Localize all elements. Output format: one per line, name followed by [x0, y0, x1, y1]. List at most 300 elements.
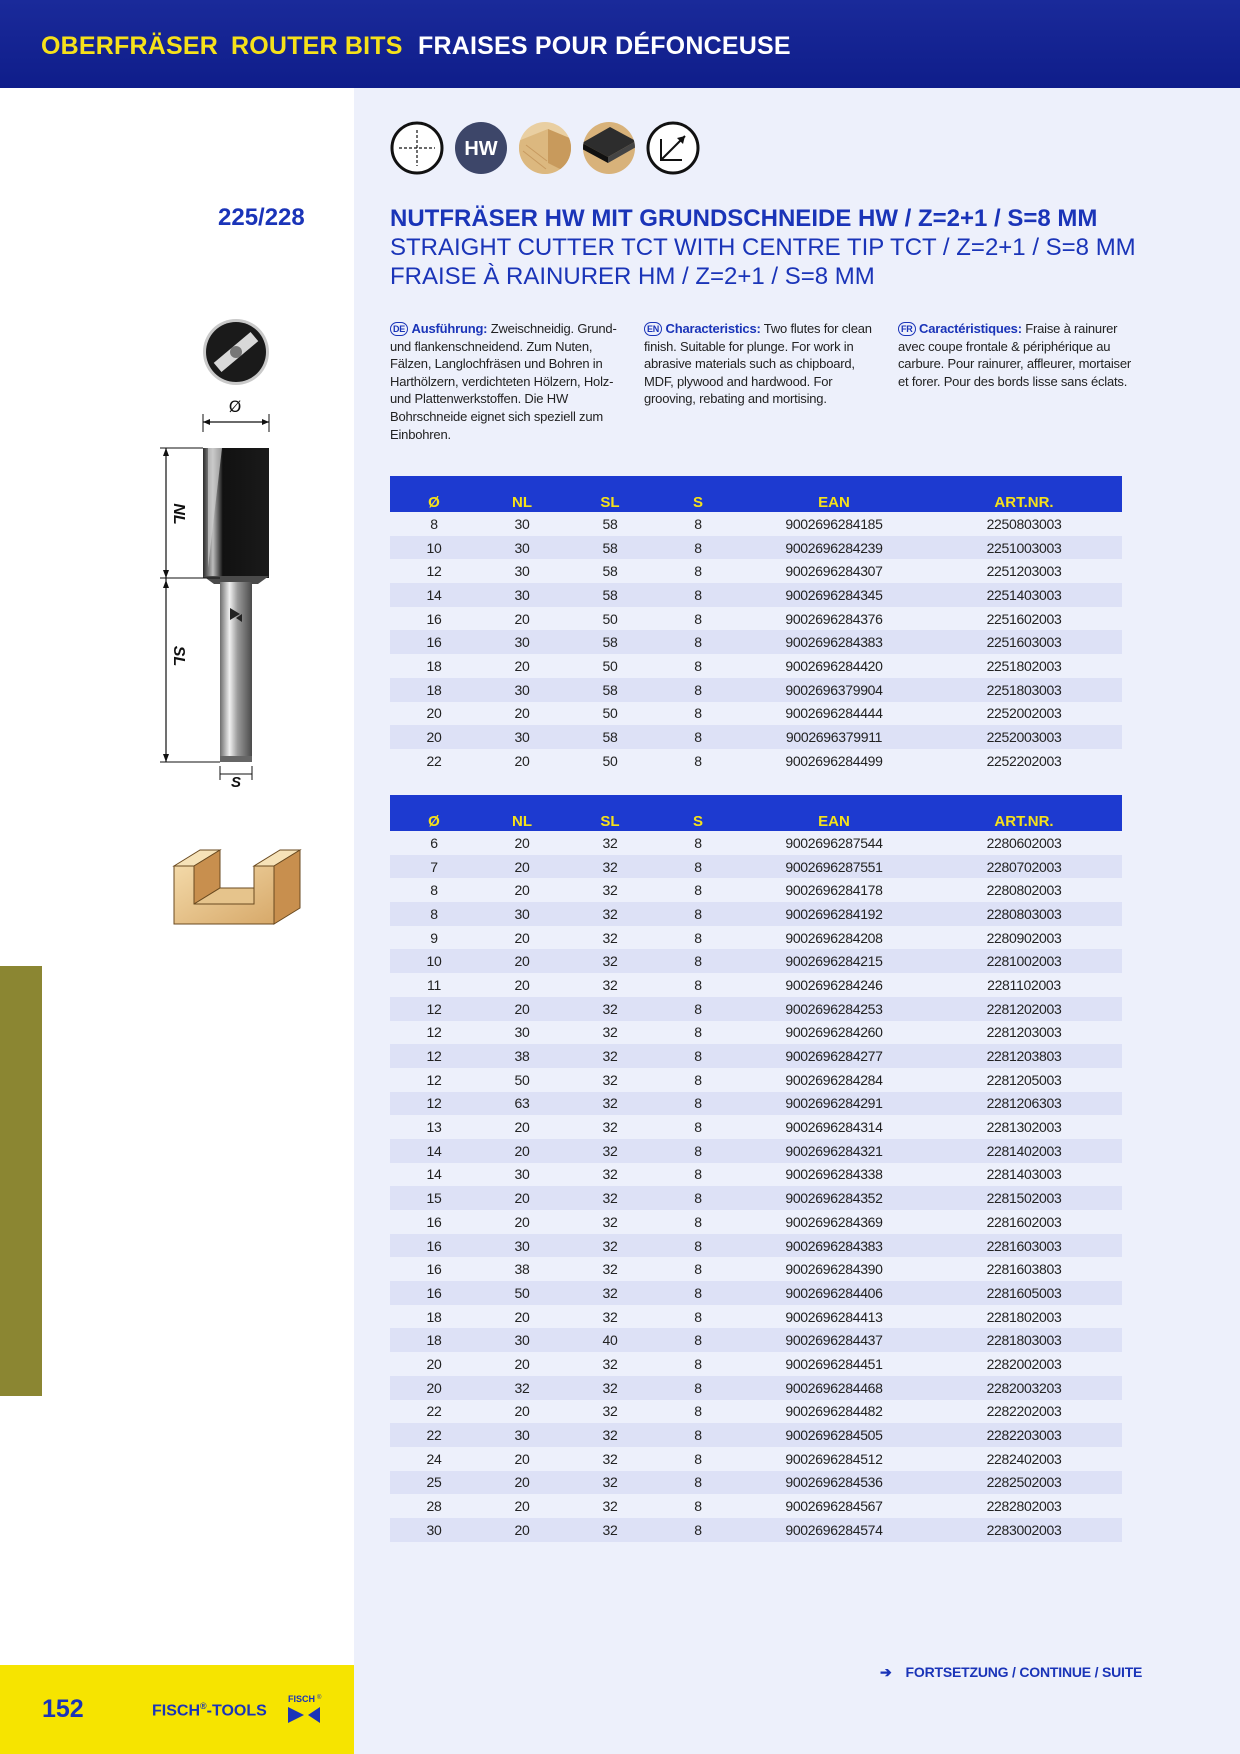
cell-s: 8	[654, 1210, 742, 1234]
table-row	[390, 1471, 1122, 1495]
description-en-label: Characteristics:	[665, 321, 761, 336]
cell-sl: 50	[566, 702, 654, 726]
cell-s: 8	[654, 878, 742, 902]
sl-label: SL	[170, 645, 187, 667]
cell-s: 8	[654, 512, 742, 536]
cell-artnr: 2282003203	[926, 1376, 1122, 1400]
cell-sl: 32	[566, 1044, 654, 1068]
cell-s: 8	[654, 949, 742, 973]
cell-sl: 32	[566, 1305, 654, 1329]
cell-artnr: 2251403003	[926, 583, 1122, 607]
cell-nl: 50	[478, 1281, 566, 1305]
cell-sl: 32	[566, 1447, 654, 1471]
cell-diameter: 12	[390, 1068, 478, 1092]
cell-sl: 32	[566, 878, 654, 902]
cell-ean: 9002696284277	[742, 1044, 926, 1068]
cell-s: 8	[654, 1115, 742, 1139]
cell-diameter: 24	[390, 1447, 478, 1471]
cell-sl: 32	[566, 1210, 654, 1234]
cell-sl: 32	[566, 973, 654, 997]
cell-artnr: 2251603003	[926, 630, 1122, 654]
cell-nl: 20	[478, 997, 566, 1021]
cell-artnr: 2282202003	[926, 1400, 1122, 1424]
cell-diameter: 12	[390, 559, 478, 583]
cell-sl: 58	[566, 630, 654, 654]
cell-sl: 32	[566, 1115, 654, 1139]
cell-ean: 9002696284413	[742, 1305, 926, 1329]
table-row	[390, 1423, 1122, 1447]
cell-ean: 9002696284284	[742, 1068, 926, 1092]
cell-s: 8	[654, 1494, 742, 1518]
page-footer	[0, 1665, 354, 1754]
cell-s: 8	[654, 1376, 742, 1400]
cell-diameter: 12	[390, 1092, 478, 1116]
cell-nl: 20	[478, 702, 566, 726]
cell-ean: 9002696284321	[742, 1139, 926, 1163]
header-title-de: OBERFRÄSER	[41, 32, 219, 60]
cell-ean: 9002696284291	[742, 1092, 926, 1116]
cell-diameter: 20	[390, 1376, 478, 1400]
table-row	[390, 1518, 1122, 1542]
table-row	[390, 1494, 1122, 1518]
col-nl: NL	[478, 476, 566, 512]
table-header-row	[390, 795, 1122, 831]
cell-diameter: 28	[390, 1494, 478, 1518]
brand-text: FISCH	[152, 1702, 200, 1720]
cell-diameter: 14	[390, 583, 478, 607]
cell-diameter: 18	[390, 654, 478, 678]
table-row	[390, 902, 1122, 926]
table-row	[390, 1234, 1122, 1258]
cutter-top-view	[203, 319, 269, 385]
logo-text: FISCH	[288, 1694, 315, 1704]
table-row	[390, 1328, 1122, 1352]
cell-ean: 9002696284208	[742, 926, 926, 950]
cell-sl: 32	[566, 1092, 654, 1116]
table-row	[390, 926, 1122, 950]
cell-ean: 9002696284178	[742, 878, 926, 902]
table-header-row	[390, 476, 1122, 512]
cell-nl: 63	[478, 1092, 566, 1116]
cell-diameter: 8	[390, 878, 478, 902]
description-de-text: Zweischneidig. Grund- und flankenschneidend. Zum Nuten, Fälzen, Langlochfräsen und Bohren in Harthölzern, verdichteten Hölzern, Holz- und Plattenwerkstoffen. Die HW Bohrschneide eignet sich speziell zum Einbohren.	[390, 321, 617, 442]
cell-artnr: 2281502003	[926, 1186, 1122, 1210]
cell-sl: 32	[566, 949, 654, 973]
cell-diameter: 20	[390, 725, 478, 749]
cell-artnr: 2281206303	[926, 1092, 1122, 1116]
cell-sl: 58	[566, 678, 654, 702]
cell-nl: 20	[478, 1494, 566, 1518]
cell-ean: 9002696284437	[742, 1328, 926, 1352]
brand-suffix: -TOOLS	[206, 1702, 267, 1720]
cell-artnr: 2251802003	[926, 654, 1122, 678]
cell-diameter: 16	[390, 607, 478, 631]
crosshair-icon	[390, 121, 444, 175]
cell-artnr: 2250803003	[926, 512, 1122, 536]
cell-nl: 30	[478, 559, 566, 583]
cell-s: 8	[654, 973, 742, 997]
header-title-fr: FRAISES POUR DÉFONCEUSE	[418, 32, 791, 60]
cut-direction-icon	[646, 121, 700, 175]
cell-diameter: 25	[390, 1471, 478, 1495]
article-number: 225/228	[218, 204, 305, 231]
table-row	[390, 1257, 1122, 1281]
cell-ean: 9002696284383	[742, 630, 926, 654]
cell-diameter: 22	[390, 749, 478, 773]
cell-ean: 9002696284376	[742, 607, 926, 631]
cell-ean: 9002696284390	[742, 1257, 926, 1281]
continuation-text: FORTSETZUNG / CONTINUE / SUITE	[905, 1664, 1143, 1680]
table-row	[390, 1447, 1122, 1471]
cell-s: 8	[654, 1163, 742, 1187]
cell-sl: 32	[566, 1471, 654, 1495]
table-row	[390, 607, 1122, 631]
cell-s: 8	[654, 1352, 742, 1376]
cell-ean: 9002696284253	[742, 997, 926, 1021]
table-row	[390, 1186, 1122, 1210]
cell-artnr: 2281402003	[926, 1139, 1122, 1163]
cell-ean: 9002696284185	[742, 512, 926, 536]
cell-ean: 9002696284338	[742, 1163, 926, 1187]
cell-nl: 30	[478, 536, 566, 560]
table-row	[390, 1400, 1122, 1424]
cell-nl: 20	[478, 1400, 566, 1424]
cell-artnr: 2281203003	[926, 1021, 1122, 1045]
cell-ean: 9002696284352	[742, 1186, 926, 1210]
cell-sl: 32	[566, 1021, 654, 1045]
cell-artnr: 2280803003	[926, 902, 1122, 926]
cell-sl: 32	[566, 1376, 654, 1400]
cell-artnr: 2251803003	[926, 678, 1122, 702]
cell-diameter: 18	[390, 678, 478, 702]
cutter-drawing	[150, 318, 290, 788]
cell-artnr: 2281602003	[926, 1210, 1122, 1234]
cell-sl: 58	[566, 583, 654, 607]
cell-s: 8	[654, 831, 742, 855]
table-row	[390, 949, 1122, 973]
cell-artnr: 2282502003	[926, 1471, 1122, 1495]
cell-nl: 30	[478, 1328, 566, 1352]
cell-artnr: 2281202003	[926, 997, 1122, 1021]
cell-nl: 20	[478, 855, 566, 879]
description-en-text: Two flutes for clean finish. Suitable for plunge. For work in abrasive materials such as chipboard, MDF, plywood and hardwood. For grooving, rebating and mortising.	[644, 321, 872, 407]
cell-nl: 20	[478, 607, 566, 631]
cell-nl: 20	[478, 949, 566, 973]
cell-diameter: 16	[390, 1210, 478, 1234]
cell-sl: 50	[566, 607, 654, 631]
cell-nl: 30	[478, 678, 566, 702]
cell-diameter: 20	[390, 1352, 478, 1376]
table-row	[390, 1210, 1122, 1234]
table-row	[390, 1044, 1122, 1068]
cell-diameter: 30	[390, 1518, 478, 1542]
cell-artnr: 2282402003	[926, 1447, 1122, 1471]
continuation-link[interactable]	[880, 1664, 1142, 1681]
cell-artnr: 2281205003	[926, 1068, 1122, 1092]
cell-nl: 30	[478, 725, 566, 749]
cell-s: 8	[654, 1305, 742, 1329]
cell-ean: 9002696284444	[742, 702, 926, 726]
cell-s: 8	[654, 559, 742, 583]
cell-s: 8	[654, 1257, 742, 1281]
cell-diameter: 10	[390, 949, 478, 973]
cell-sl: 32	[566, 926, 654, 950]
cell-diameter: 20	[390, 702, 478, 726]
cell-nl: 30	[478, 512, 566, 536]
title-en: STRAIGHT CUTTER TCT WITH CENTRE TIP TCT / Z=2+1 / S=8 MM	[390, 234, 1136, 261]
table-row	[390, 630, 1122, 654]
col-sl: SL	[566, 476, 654, 512]
cell-sl: 32	[566, 1068, 654, 1092]
product-table-225	[390, 476, 1122, 773]
cell-artnr: 2281302003	[926, 1115, 1122, 1139]
table-row	[390, 855, 1122, 879]
cell-ean: 9002696284482	[742, 1400, 926, 1424]
cell-diameter: 18	[390, 1328, 478, 1352]
cell-s: 8	[654, 855, 742, 879]
chapter-tab	[0, 966, 42, 1396]
table-row	[390, 559, 1122, 583]
diameter-label: Ø	[228, 397, 242, 416]
cell-artnr: 2281802003	[926, 1305, 1122, 1329]
cell-artnr: 2281203803	[926, 1044, 1122, 1068]
cell-nl: 20	[478, 1210, 566, 1234]
table-row	[390, 997, 1122, 1021]
cell-s: 8	[654, 902, 742, 926]
cell-nl: 20	[478, 1471, 566, 1495]
cell-s: 8	[654, 1328, 742, 1352]
cell-diameter: 16	[390, 630, 478, 654]
cell-sl: 32	[566, 1518, 654, 1542]
cell-diameter: 14	[390, 1163, 478, 1187]
col-sl: SL	[566, 795, 654, 831]
cell-ean: 9002696284536	[742, 1471, 926, 1495]
cell-ean: 9002696284420	[742, 654, 926, 678]
cell-artnr: 2280802003	[926, 878, 1122, 902]
cell-sl: 32	[566, 1423, 654, 1447]
cell-sl: 32	[566, 1139, 654, 1163]
cell-sl: 50	[566, 654, 654, 678]
table-row	[390, 1352, 1122, 1376]
cell-s: 8	[654, 702, 742, 726]
cell-sl: 32	[566, 997, 654, 1021]
cell-diameter: 13	[390, 1115, 478, 1139]
table-row	[390, 1139, 1122, 1163]
cell-sl: 58	[566, 536, 654, 560]
cutter-shank	[220, 582, 252, 762]
cell-nl: 30	[478, 1021, 566, 1045]
description-fr-label: Caractéristiques:	[919, 321, 1022, 336]
cell-sl: 32	[566, 1400, 654, 1424]
cell-sl: 32	[566, 1257, 654, 1281]
cell-artnr: 2281603003	[926, 1234, 1122, 1258]
cell-artnr: 2281803003	[926, 1328, 1122, 1352]
cell-s: 8	[654, 749, 742, 773]
cell-artnr: 2282002003	[926, 1352, 1122, 1376]
cell-s: 8	[654, 1186, 742, 1210]
cell-artnr: 2251203003	[926, 559, 1122, 583]
cell-ean: 9002696284307	[742, 559, 926, 583]
col-diameter: Ø	[390, 795, 478, 831]
cell-ean: 9002696284345	[742, 583, 926, 607]
cell-diameter: 22	[390, 1423, 478, 1447]
cell-nl: 20	[478, 973, 566, 997]
cell-artnr: 2282802003	[926, 1494, 1122, 1518]
lang-badge-en: EN	[644, 322, 662, 336]
cell-diameter: 18	[390, 1305, 478, 1329]
cell-diameter: 8	[390, 512, 478, 536]
table-row	[390, 654, 1122, 678]
cell-sl: 32	[566, 1494, 654, 1518]
groove-profile-icon	[170, 848, 304, 926]
s-label: S	[230, 774, 242, 788]
table-row	[390, 1281, 1122, 1305]
cell-diameter: 16	[390, 1281, 478, 1305]
table-row	[390, 583, 1122, 607]
cell-nl: 30	[478, 1234, 566, 1258]
hw-icon	[454, 121, 508, 175]
cell-nl: 20	[478, 1186, 566, 1210]
brand-name	[152, 1701, 267, 1720]
table-row	[390, 1115, 1122, 1139]
cell-artnr: 2281403003	[926, 1163, 1122, 1187]
cell-ean: 9002696284246	[742, 973, 926, 997]
col-ean: EAN	[742, 476, 926, 512]
logo-registered-mark: ®	[317, 1695, 322, 1701]
cell-sl: 58	[566, 512, 654, 536]
cell-diameter: 10	[390, 536, 478, 560]
cell-artnr: 2281603803	[926, 1257, 1122, 1281]
table-row	[390, 831, 1122, 855]
cell-sl: 32	[566, 831, 654, 855]
cell-nl: 20	[478, 831, 566, 855]
table-row	[390, 1068, 1122, 1092]
cell-s: 8	[654, 926, 742, 950]
cell-s: 8	[654, 725, 742, 749]
cell-nl: 20	[478, 926, 566, 950]
table-row	[390, 678, 1122, 702]
arrow-right-icon: ➔	[880, 1664, 892, 1680]
cell-ean: 9002696287551	[742, 855, 926, 879]
cell-diameter: 16	[390, 1257, 478, 1281]
description-de	[390, 320, 630, 443]
col-nl: NL	[478, 795, 566, 831]
cell-artnr: 2280602003	[926, 831, 1122, 855]
cell-diameter: 8	[390, 902, 478, 926]
col-artnr: ART.NR.	[926, 795, 1122, 831]
cell-nl: 30	[478, 630, 566, 654]
cell-sl: 58	[566, 559, 654, 583]
nl-label: NL	[170, 503, 187, 525]
cell-artnr: 2283002003	[926, 1518, 1122, 1542]
description-de-label: Ausführung:	[411, 321, 488, 336]
cell-artnr: 2281002003	[926, 949, 1122, 973]
lang-badge-fr: FR	[898, 322, 916, 336]
cell-ean: 9002696284451	[742, 1352, 926, 1376]
cell-s: 8	[654, 1518, 742, 1542]
table-row	[390, 1092, 1122, 1116]
cell-ean: 9002696284406	[742, 1281, 926, 1305]
table-row	[390, 878, 1122, 902]
col-artnr: ART.NR.	[926, 476, 1122, 512]
cell-diameter: 22	[390, 1400, 478, 1424]
cell-s: 8	[654, 654, 742, 678]
cell-sl: 32	[566, 1186, 654, 1210]
cell-s: 8	[654, 607, 742, 631]
cell-ean: 9002696284260	[742, 1021, 926, 1045]
col-s: S	[654, 476, 742, 512]
cell-sl: 32	[566, 1163, 654, 1187]
cell-ean: 9002696379904	[742, 678, 926, 702]
cell-ean: 9002696284499	[742, 749, 926, 773]
table-row	[390, 702, 1122, 726]
product-titles	[390, 204, 1136, 291]
wood-icon	[518, 121, 572, 175]
cell-artnr: 2281605003	[926, 1281, 1122, 1305]
cell-s: 8	[654, 1234, 742, 1258]
cell-sl: 58	[566, 725, 654, 749]
col-ean: EAN	[742, 795, 926, 831]
cell-ean: 9002696284383	[742, 1234, 926, 1258]
cell-s: 8	[654, 1139, 742, 1163]
cell-diameter: 12	[390, 1021, 478, 1045]
cell-ean: 9002696284468	[742, 1376, 926, 1400]
cell-artnr: 2252202003	[926, 749, 1122, 773]
cell-sl: 50	[566, 749, 654, 773]
cell-nl: 30	[478, 1163, 566, 1187]
cell-nl: 20	[478, 1352, 566, 1376]
product-table-228	[390, 795, 1122, 1542]
cell-diameter: 14	[390, 1139, 478, 1163]
col-s: S	[654, 795, 742, 831]
cell-s: 8	[654, 1068, 742, 1092]
cell-nl: 30	[478, 902, 566, 926]
cell-s: 8	[654, 583, 742, 607]
cell-nl: 20	[478, 878, 566, 902]
title-fr: FRAISE À RAINURER HM / Z=2+1 / S=8 MM	[390, 263, 875, 290]
cell-s: 8	[654, 536, 742, 560]
table-row	[390, 1163, 1122, 1187]
cell-s: 8	[654, 1400, 742, 1424]
table-row	[390, 749, 1122, 773]
cell-nl: 20	[478, 1139, 566, 1163]
cell-ean: 9002696284215	[742, 949, 926, 973]
cell-nl: 20	[478, 1447, 566, 1471]
cell-diameter: 11	[390, 973, 478, 997]
cell-nl: 20	[478, 749, 566, 773]
table-row	[390, 536, 1122, 560]
cell-diameter: 9	[390, 926, 478, 950]
cell-ean: 9002696379911	[742, 725, 926, 749]
cell-ean: 9002696284512	[742, 1447, 926, 1471]
cell-artnr: 2280902003	[926, 926, 1122, 950]
cell-diameter: 7	[390, 855, 478, 879]
table-row	[390, 725, 1122, 749]
cell-diameter: 16	[390, 1234, 478, 1258]
cell-sl: 32	[566, 902, 654, 926]
cell-nl: 30	[478, 583, 566, 607]
cell-sl: 32	[566, 1281, 654, 1305]
description-fr-text: Fraise à rainurer avec coupe frontale & périphérique au carbure. Pour rainurer, affleurer, mortaiser et forer. Pour des bords lisse sans éclats.	[898, 321, 1132, 389]
cell-ean: 9002696287544	[742, 831, 926, 855]
col-diameter: Ø	[390, 476, 478, 512]
table-row	[390, 1376, 1122, 1400]
cell-ean: 9002696284314	[742, 1115, 926, 1139]
table-row	[390, 512, 1122, 536]
table-row	[390, 973, 1122, 997]
cell-sl: 32	[566, 855, 654, 879]
cell-s: 8	[654, 1447, 742, 1471]
